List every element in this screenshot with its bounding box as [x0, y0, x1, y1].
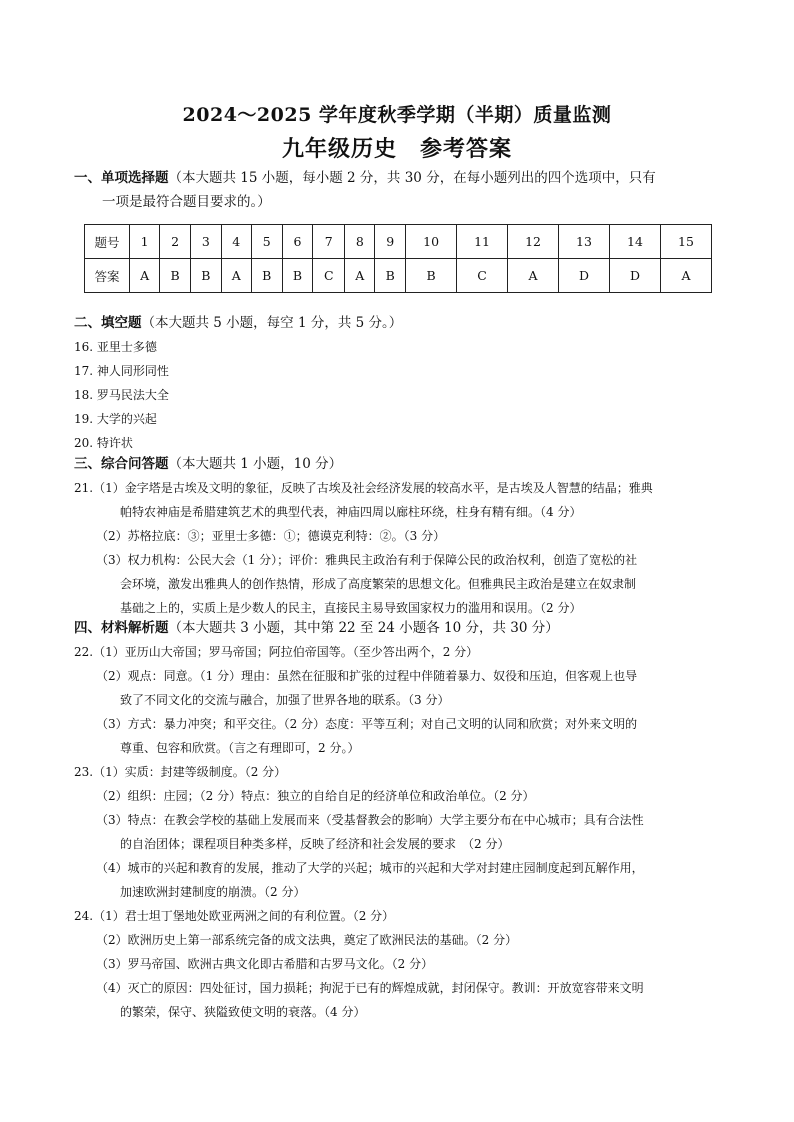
answer-cell: D — [609, 259, 660, 293]
row-label-answer: 答案 — [85, 259, 130, 293]
answer-table — [84, 224, 712, 293]
answer-cell: C — [457, 259, 508, 293]
answer-cell: B — [406, 259, 457, 293]
q24-line: 24.（1）君士坦丁堡地处欧亚两洲之间的有利位置。（2 分） — [74, 909, 395, 923]
number-cell: 12 — [508, 225, 559, 259]
number-cell: 2 — [160, 225, 191, 259]
fill-answer: 18. 罗马民法大全 — [74, 388, 169, 402]
q24-line: （3）罗马帝国、欧洲古典文化即古希腊和古罗马文化。（2 分） — [96, 957, 434, 971]
section-1-note: （本大题共 15 小题，每小题 2 分，共 30 分，在每小题列出的四个选项中，只有 — [168, 170, 656, 186]
number-cell: 3 — [190, 225, 221, 259]
section-1-heading: 一、单项选择题 — [74, 170, 169, 186]
answer-cell: D — [559, 259, 610, 293]
number-cell: 9 — [375, 225, 406, 259]
answer-table-answer-row — [85, 259, 712, 293]
q21-line: 会环境，激发出雅典人的创作热情，形成了高度繁荣的思想文化。但雅典民主政治是建立在奴隶制 — [120, 577, 637, 591]
q22-line: 尊重、包容和欣赏。（言之有理即可，2 分。） — [120, 741, 360, 755]
section-2-heading: 二、填空题 — [74, 315, 142, 331]
number-cell: 1 — [130, 225, 160, 259]
answer-cell: A — [660, 259, 711, 293]
q23-line: 加速欧洲封建制度的崩溃。（2 分） — [120, 885, 306, 899]
q24-line: （2）欧洲历史上第一部系统完备的成文法典，奠定了欧洲民法的基础。（2 分） — [96, 933, 518, 947]
q22-line: 22.（1）亚历山大帝国；罗马帝国；阿拉伯帝国等。（至少答出两个，2 分） — [74, 645, 479, 659]
answer-cell: B — [375, 259, 406, 293]
answer-cell: A — [508, 259, 559, 293]
document-title: 2024～2025 学年度秋季学期（半期）质量监测 — [182, 104, 612, 126]
number-cell: 10 — [406, 225, 457, 259]
section-2 — [74, 311, 724, 455]
q24-line: （4）灭亡的原因：四处征讨，国力损耗；拘泥于已有的辉煌成就，封闭保守。教训：开放宽容带来文明 — [96, 981, 644, 995]
number-cell: 5 — [251, 225, 282, 259]
answer-table-number-row — [85, 225, 712, 259]
fill-answer: 17. 神人同形同性 — [74, 364, 169, 378]
answer-cell: B — [160, 259, 191, 293]
number-cell: 14 — [609, 225, 660, 259]
fill-answer: 19. 大学的兴起 — [74, 412, 157, 426]
answer-cell: B — [251, 259, 282, 293]
number-cell: 15 — [660, 225, 711, 259]
q21-line: （2）苏格拉底：③；亚里士多德：①；德谟克利特：②。（3 分） — [96, 529, 446, 543]
q23-line: 23.（1）实质：封建等级制度。（2 分） — [74, 765, 287, 779]
q22-line: （3）方式：暴力冲突；和平交往。（2 分）态度：平等互利；对自己文明的认同和欣赏；对外来文明的 — [96, 717, 638, 731]
section-4-note: （本大题共 3 小题，其中第 22 至 24 小题各 10 分，共 30 分） — [168, 620, 559, 636]
section-2-note: （本大题共 5 小题，每空 1 分，共 5 分。） — [141, 315, 403, 331]
q23-line: 的自治团体；课程项目种类多样，反映了经济和社会发展的要求 （2 分） — [120, 837, 510, 851]
fill-answer: 20. 特许状 — [74, 436, 133, 450]
answer-cell: A — [345, 259, 375, 293]
q23-line: （4）城市的兴起和教育的发展，推动了大学的兴起；城市的兴起和大学对封建庄园制度起到瓦解作用， — [96, 861, 644, 875]
q21-line: 帕特农神庙是希腊建筑艺术的典型代表，神庙四周以廊柱环绕，柱身有精有细。（4 分） — [120, 505, 582, 519]
number-cell: 4 — [221, 225, 251, 259]
section-1 — [74, 166, 724, 214]
number-cell: 11 — [457, 225, 508, 259]
section-3 — [74, 452, 724, 620]
answer-cell: A — [221, 259, 251, 293]
q22-line: （2）观点：同意。（1 分）理由：虽然在征服和扩张的过程中伴随着暴力、奴役和压迫，但客观上也导 — [96, 669, 638, 683]
section-4 — [74, 616, 724, 1024]
section-4-heading: 四、材料解析题 — [74, 620, 169, 636]
fill-answer: 16. 亚里士多德 — [74, 340, 157, 354]
q23-line: （2）组织：庄园；（2 分）特点：独立的自给自足的经济单位和政治单位。（2 分） — [96, 789, 535, 803]
q24-line: 的繁荣，保守、狭隘致使文明的衰落。（4 分） — [120, 1005, 366, 1019]
section-1-note-cont: 一项是最符合题目要求的。） — [102, 194, 271, 210]
q22-line: 致了不同文化的交流与融合，加强了世界各地的联系。（3 分） — [120, 693, 450, 707]
number-cell: 8 — [345, 225, 375, 259]
number-cell: 7 — [313, 225, 345, 259]
q23-line: （3）特点：在教会学校的基础上发展而来（受基督教会的影响）大学主要分布在中心城市；具有合法性 — [96, 813, 644, 827]
answer-cell: C — [313, 259, 345, 293]
document-subtitle: 九年级历史 参考答案 — [281, 136, 512, 162]
section-3-heading: 三、综合问答题 — [74, 456, 169, 472]
answer-cell: B — [190, 259, 221, 293]
number-cell: 13 — [559, 225, 610, 259]
answer-cell: A — [130, 259, 160, 293]
section-3-note: （本大题共 1 小题，10 分） — [168, 456, 343, 472]
q21-line: 基础之上的，实质上是少数人的民主，直接民主易导致国家权力的滥用和误用。（2 分） — [120, 601, 582, 615]
q21-line: 21.（1）金字塔是古埃及文明的象征，反映了古埃及社会经济发展的较高水平，是古埃及人智慧的结晶；雅典 — [74, 481, 653, 495]
q21-line: （3）权力机构：公民大会（1 分）；评价：雅典民主政治有利于保障公民的政治权利，创造了宽松的社 — [96, 553, 638, 567]
number-cell: 6 — [282, 225, 313, 259]
row-label-number: 题号 — [85, 225, 130, 259]
answer-cell: B — [282, 259, 313, 293]
